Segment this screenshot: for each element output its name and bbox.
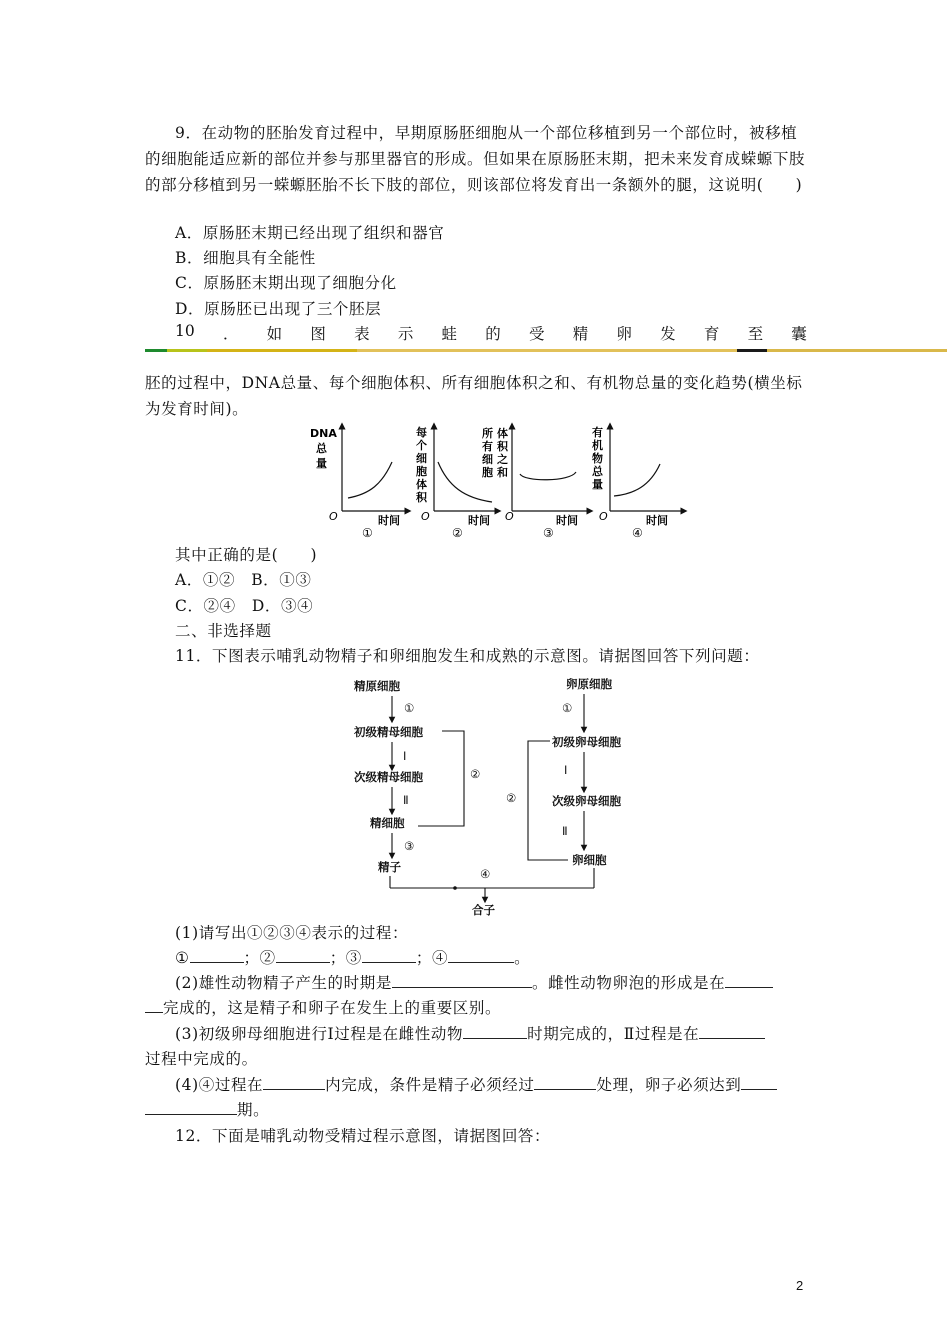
svg-text:量: 量: [316, 457, 327, 470]
svg-text:Ⅰ: Ⅰ: [403, 749, 407, 763]
svg-text:时间: 时间: [468, 514, 490, 527]
svg-text:Ⅱ: Ⅱ: [403, 793, 409, 807]
svg-text:个: 个: [416, 439, 427, 452]
svg-text:体: 体: [416, 478, 427, 491]
question-10-options-cd: C．②④ D．③④: [175, 597, 314, 615]
svg-text:机: 机: [592, 439, 603, 452]
svg-text:积: 积: [416, 491, 427, 504]
svg-text:①: ①: [562, 701, 573, 715]
node-primary-oocyte: 初级卵母细胞: [552, 735, 621, 749]
node-egg: 卵细胞: [572, 853, 607, 867]
graph-1-origin: O: [329, 510, 338, 523]
q11-sub3-line2: 过程中完成的。: [145, 1050, 258, 1068]
node-primary-spermatocyte: 初级精母细胞: [354, 725, 423, 739]
q10-char: 囊: [791, 325, 807, 343]
svg-text:③: ③: [404, 839, 415, 853]
graph-1-number: ①: [362, 526, 373, 540]
blank-meiosis2-process[interactable]: [699, 1021, 765, 1039]
node-spermatid: 精细胞: [370, 816, 405, 830]
svg-text:②: ②: [452, 526, 463, 540]
question-10-options-ab: A．①② B．①③: [175, 571, 312, 589]
node-oogonium: 卵原细胞: [566, 677, 612, 691]
blank-follicle-time[interactable]: [725, 970, 773, 988]
blank-meiosis1-period[interactable]: [463, 1021, 527, 1039]
svg-text:有: 有: [482, 440, 493, 453]
svg-text:和: 和: [497, 466, 508, 479]
question-9-option-a: A．原肠胚末期已经出现了组织和器官: [175, 224, 445, 242]
svg-text:量: 量: [592, 478, 603, 491]
node-spermatogonium: 精原细胞: [354, 679, 400, 693]
q10-char: 示: [397, 325, 414, 343]
blank-fertilization-site[interactable]: [263, 1072, 325, 1090]
question-12-stem: 12．下面是哺乳动物受精过程示意图，请据图回答：: [175, 1127, 551, 1145]
question-11-stem: 11．下图表示哺乳动物精子和卵细胞发生和成熟的示意图。请据图回答下列问题：: [175, 647, 760, 665]
q11-sub1-blanks: ① ；② ；③ ；④ 。: [175, 945, 530, 971]
svg-text:②: ②: [506, 791, 517, 805]
q11-sub2-line1: (2)雄性动物精子产生的时期是 。雌性动物卵泡的形成是在: [175, 970, 807, 996]
graph-1-dna-total: [310, 426, 408, 540]
trend-graphs: [300, 420, 690, 542]
page-break-divider: [145, 349, 947, 352]
q10-char: 表: [354, 325, 370, 343]
svg-text:细: 细: [482, 453, 493, 466]
question-10-stem-continued: 胚的过程中，DNA总量、每个细胞体积、所有细胞体积之和、有机物总量的变化趋势(横坐标为发育时间)。: [145, 374, 803, 418]
svg-text:Ⅰ: Ⅰ: [564, 763, 568, 777]
blank-process-3[interactable]: [362, 945, 416, 963]
blank-process-2[interactable]: [276, 945, 330, 963]
q11-sub4-line1: (4)④过程在 内完成，条件是精子必须经过 处理，卵子必须达到: [175, 1072, 807, 1098]
question-9-option-d: D．原肠胚已出现了三个胚层: [175, 300, 382, 318]
q11-sub1-title: (1)请写出①②③④表示的过程：: [175, 924, 409, 942]
svg-text:之: 之: [497, 453, 508, 466]
blank-process-1[interactable]: [190, 945, 244, 963]
blank-sperm-treatment[interactable]: [534, 1072, 596, 1090]
graph-3-curve: [520, 472, 576, 480]
svg-text:总: 总: [316, 442, 327, 455]
q10-char: 至: [747, 325, 764, 343]
q10-char: 发: [660, 325, 676, 343]
question-10-prompt: 其中正确的是( ): [175, 546, 318, 564]
blank-process-4[interactable]: [448, 945, 514, 963]
node-sperm: 精子: [378, 860, 401, 874]
svg-text:②: ②: [470, 767, 481, 781]
svg-text:④: ④: [632, 526, 643, 540]
section-2-heading: 二、非选择题: [175, 622, 272, 640]
q10-char: 的: [485, 325, 501, 343]
svg-text:O: O: [505, 510, 514, 523]
svg-text:O: O: [599, 510, 608, 523]
blank-sperm-period[interactable]: [392, 970, 532, 988]
svg-text:时间: 时间: [646, 514, 668, 527]
blank-egg-stage[interactable]: [741, 1072, 777, 1090]
q10-char: 10: [175, 322, 195, 340]
node-secondary-oocyte: 次级卵母细胞: [552, 794, 621, 808]
q10-char: ．: [222, 325, 239, 343]
node-zygote: 合子: [472, 903, 495, 917]
graph-4-curve: [614, 464, 660, 496]
q11-sub4-line2: 期。: [145, 1097, 807, 1123]
svg-text:细: 细: [416, 452, 427, 465]
svg-text:每: 每: [416, 426, 427, 439]
svg-text:积: 积: [497, 440, 508, 453]
svg-text:时间: 时间: [556, 514, 578, 527]
question-9-option-b: B．细胞具有全能性: [175, 249, 316, 267]
question-9-option-c: C．原肠胚末期出现了细胞分化: [175, 274, 397, 292]
question-9-stem: 9．在动物的胚胎发育过程中，早期原肠胚细胞从一个部位移植到另一个部位时，被移植的细胞能适应新的部位并参与那里器官的形成。但如果在原肠胚末期，把未来发育成蝾螈下肢的部分移植到另一蝾螈胚胎不长下肢的部位，则该部位将发育出一条额外的腿，这说明( ): [145, 124, 806, 194]
graph-1-curve: [348, 462, 392, 498]
graph-1-ylabel: DNA: [310, 427, 337, 440]
svg-text:O: O: [421, 510, 430, 523]
svg-text:①: ①: [404, 701, 415, 715]
q10-char: 如: [266, 325, 283, 343]
q10-char: 受: [528, 325, 545, 343]
question-10-first-line: [175, 322, 807, 344]
graph-1-xlabel: 时间: [378, 514, 400, 527]
q10-char: 精: [572, 325, 589, 343]
page-number: 2: [796, 1278, 804, 1293]
svg-text:胞: 胞: [482, 466, 493, 479]
svg-text:Ⅱ: Ⅱ: [562, 824, 568, 838]
q11-sub3-line1: (3)初级卵母细胞进行Ⅰ过程是在雌性动物 时期完成的，Ⅱ过程是在: [175, 1021, 807, 1047]
q10-char: 蛙: [441, 325, 458, 343]
q10-char: 图: [310, 325, 326, 343]
svg-text:物: 物: [592, 452, 603, 465]
svg-text:③: ③: [543, 526, 554, 540]
q10-char: 育: [703, 325, 720, 343]
svg-text:体: 体: [497, 427, 508, 440]
graph-3-total-volume: [482, 426, 590, 540]
svg-text:有: 有: [592, 426, 603, 439]
gametogenesis-diagram: [340, 668, 660, 920]
q11-sub2-line2: 完成的，这是精子和卵子在发生上的重要区别。: [145, 995, 807, 1021]
svg-text:胞: 胞: [416, 465, 427, 478]
graph-4-organic-total: [592, 425, 684, 540]
svg-text:总: 总: [592, 465, 603, 478]
svg-text:④: ④: [480, 867, 491, 881]
q10-char: 卵: [616, 325, 632, 343]
svg-text:所: 所: [482, 427, 493, 440]
node-secondary-spermatocyte: 次级精母细胞: [354, 770, 423, 784]
